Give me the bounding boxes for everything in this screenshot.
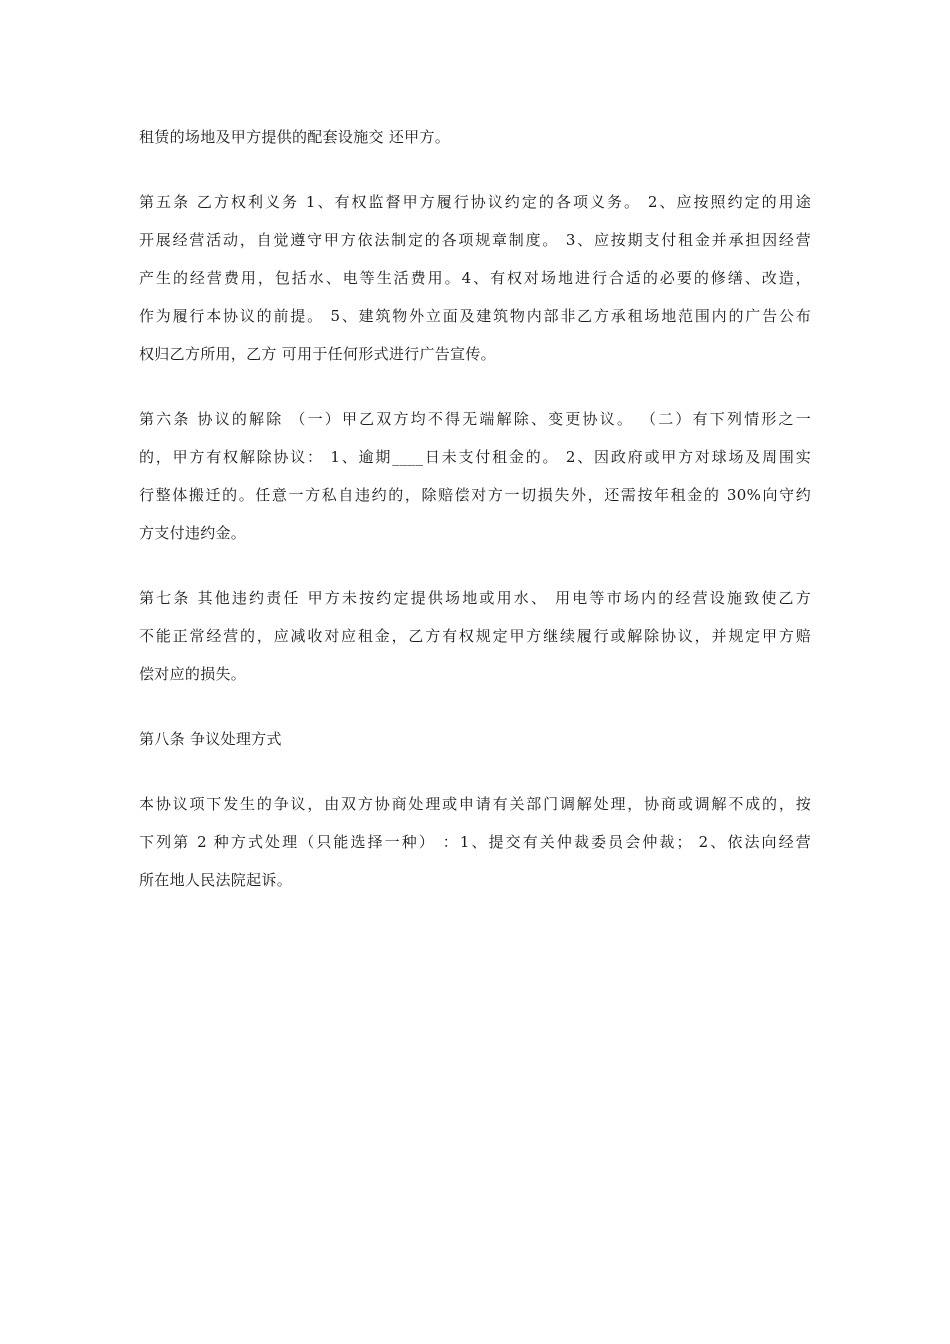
paragraph-return-premises — [139, 118, 811, 156]
text-line: 不能正常经营的，应减收对应租金，乙方有权规定甲方继续履行或解除协议，并规定甲方赔 — [139, 627, 811, 645]
text-line: 偿对应的损失。 — [139, 665, 247, 683]
text-line: 租赁的场地及甲方提供的配套设施交 还甲方。 — [139, 128, 451, 146]
paragraph-article-5 — [139, 183, 811, 373]
text-line: 所在地人民法院起诉。 — [139, 871, 293, 889]
document-page — [139, 118, 811, 899]
paragraph-dispute-resolution — [139, 785, 811, 899]
text-line: 第六条 协议的解除 （一）甲乙双方均不得无端解除、变更协议。 （二）有下列情形之一 — [139, 410, 811, 428]
paragraph-article-8-heading — [139, 720, 811, 758]
text-line: 的，甲方有权解除协议： 1、逾期____日未支付租金的。 2、因政府或甲方对球场及周围实 — [139, 448, 811, 466]
text-line: 权归乙方所用，乙方 可用于任何形式进行广告宣传。 — [139, 345, 496, 363]
paragraph-article-7 — [139, 579, 811, 693]
text-line: 行整体搬迁的。任意一方私自违约的，除赔偿对方一切损失外，还需按年租金的 30%向守约 — [139, 486, 811, 504]
text-line: 产生的经营费用，包括水、电等生活费用。4、有权对场地进行合适的必要的修缮、改造， — [139, 269, 811, 287]
text-line: 开展经营活动，自觉遵守甲方依法制定的各项规章制度。 3、应按期支付租金并承担因经营 — [139, 231, 811, 249]
text-line: 第五条 乙方权利义务 1、有权监督甲方履行协议约定的各项义务。 2、应按照约定的用途 — [139, 193, 811, 211]
text-line: 下列第 2 种方式处理（只能选择一种） ：1、提交有关仲裁委员会仲裁； 2、依法向经营 — [139, 833, 811, 851]
text-line: 第八条 争议处理方式 — [139, 730, 282, 748]
text-line: 本协议项下发生的争议，由双方协商处理或申请有关部门调解处理，协商或调解不成的，按 — [139, 795, 811, 813]
paragraph-article-6 — [139, 400, 811, 552]
text-line: 第七条 其他违约责任 甲方未按约定提供场地或用水、 用电等市场内的经营设施致使乙方 — [139, 589, 811, 607]
text-line: 方支付违约金。 — [139, 524, 247, 542]
text-line: 作为履行本协议的前提。 5、建筑物外立面及建筑物内部非乙方承租场地范围内的广告公布 — [139, 307, 811, 325]
